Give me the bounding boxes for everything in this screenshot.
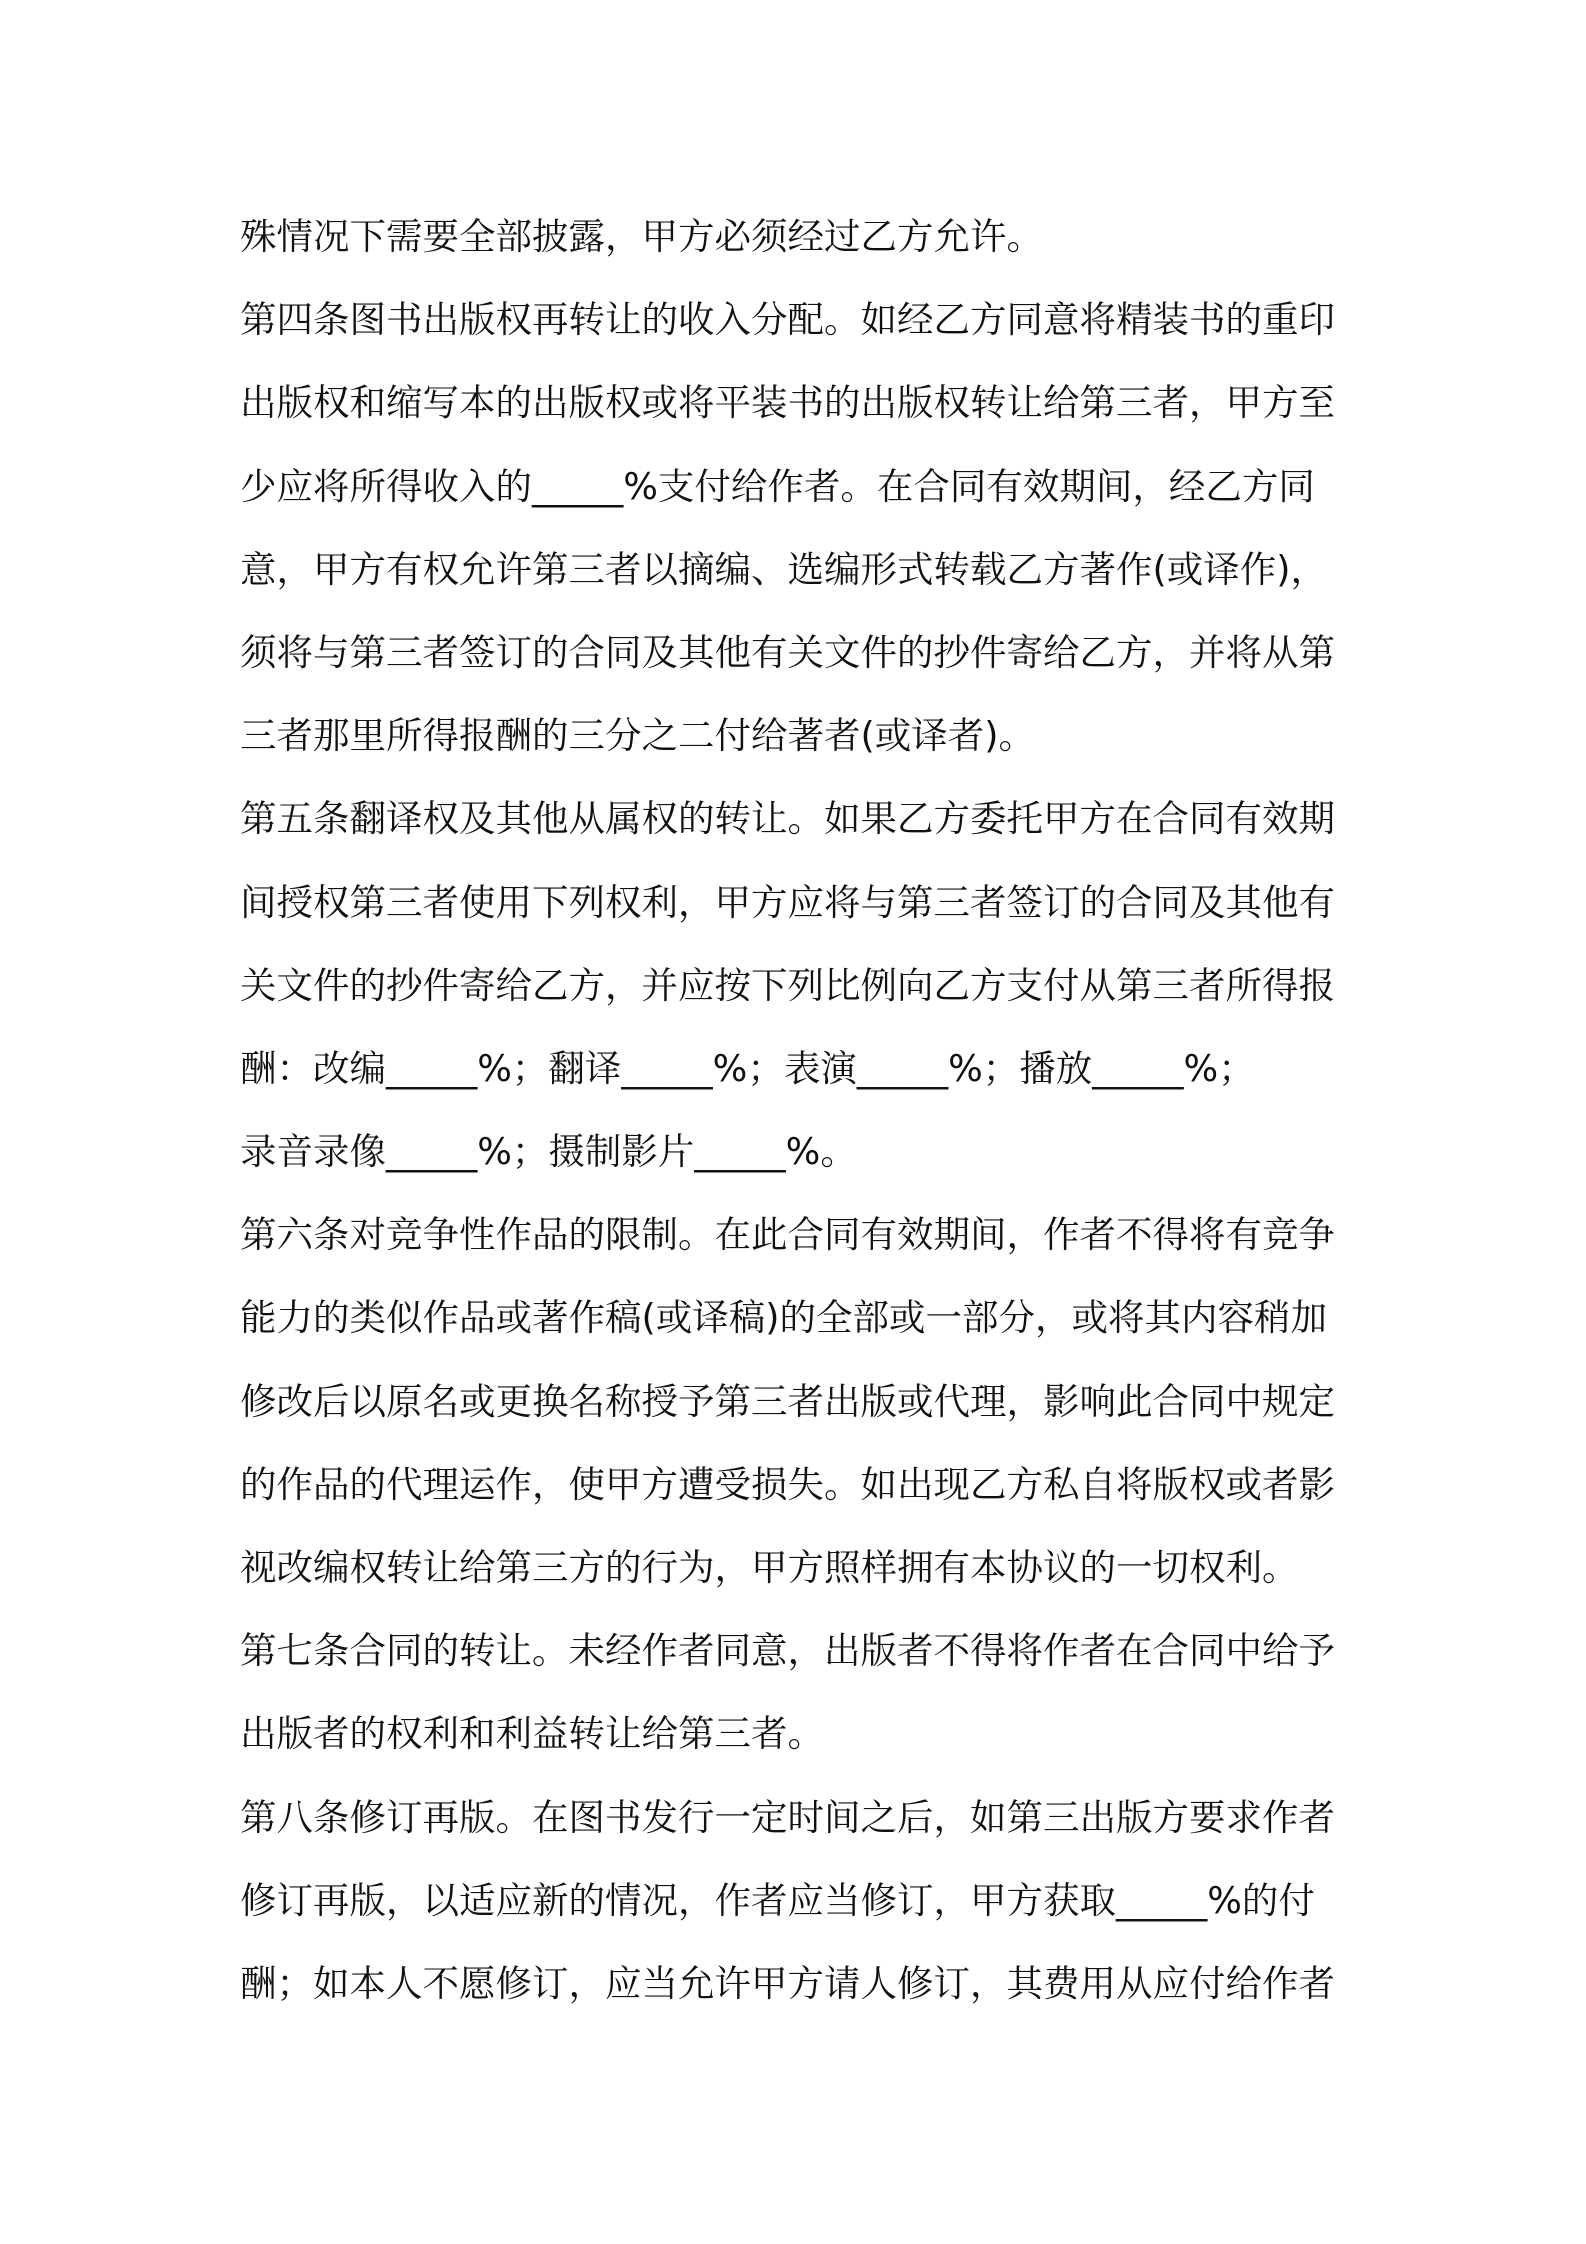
text-line: 第四条图书出版权再转让的收入分配。如经乙方同意将精装书的重印: [240, 298, 1335, 342]
text-line: 须将与第三者签订的合同及其他有关文件的抄件寄给乙方，并将从第: [240, 630, 1335, 674]
text-line: 三者那里所得报酬的三分之二付给著者(或译者)。: [240, 714, 1035, 758]
text-line: 的作品的代理运作，使甲方遭受损失。如出现乙方私自将版权或者影: [240, 1462, 1335, 1506]
text-line: 第七条合同的转让。未经作者同意，出版者不得将作者在合同中给予: [240, 1629, 1335, 1673]
text-line: 修订再版，以适应新的情况，作者应当修订，甲方获取_____%的付: [240, 1878, 1315, 1922]
contract-body-text: [240, 195, 1360, 2025]
text-line: 酬；如本人不愿修订，应当允许甲方请人修订，其费用从应付给作者: [240, 1961, 1335, 2005]
text-line: 第五条翻译权及其他从属权的转让。如果乙方委托甲方在合同有效期: [240, 797, 1335, 841]
text-line: 意，甲方有权允许第三者以摘编、选编形式转载乙方著作(或译作)，: [240, 547, 1327, 591]
text-line: 少应将所得收入的_____%支付给作者。在合同有效期间，经乙方同: [240, 464, 1315, 508]
text-line: 出版权和缩写本的出版权或将平装书的出版权转让给第三者，甲方至: [240, 381, 1335, 425]
text-line: 视改编权转让给第三方的行为，甲方照样拥有本协议的一切权利。: [240, 1546, 1299, 1589]
text-line: 出版者的权利和利益转让给第三者。: [240, 1712, 824, 1756]
text-line: 间授权第三者使用下列权利，甲方应将与第三者签订的合同及其他有: [240, 880, 1335, 924]
text-line: 能力的类似作品或著作稿(或译稿)的全部或一部分，或将其内容稍加: [240, 1296, 1327, 1340]
text-line: 关文件的抄件寄给乙方，并应按下列比例向乙方支付从第三者所得报: [240, 963, 1335, 1007]
text-line: 酬：改编_____%；翻译_____%；表演_____%；播放_____%；: [240, 1046, 1255, 1090]
text-line: 第六条对竞争性作品的限制。在此合同有效期间，作者不得将有竞争: [240, 1213, 1335, 1257]
text-line: 殊情况下需要全部披露，甲方必须经过乙方允许。: [240, 215, 1043, 258]
text-line: 第八条修订再版。在图书发行一定时间之后，如第三出版方要求作者: [240, 1795, 1335, 1839]
text-line: 录音录像_____%；摄制影片_____%。: [240, 1130, 857, 1174]
text-line: 修改后以原名或更换名称授予第三者出版或代理，影响此合同中规定: [240, 1379, 1335, 1423]
